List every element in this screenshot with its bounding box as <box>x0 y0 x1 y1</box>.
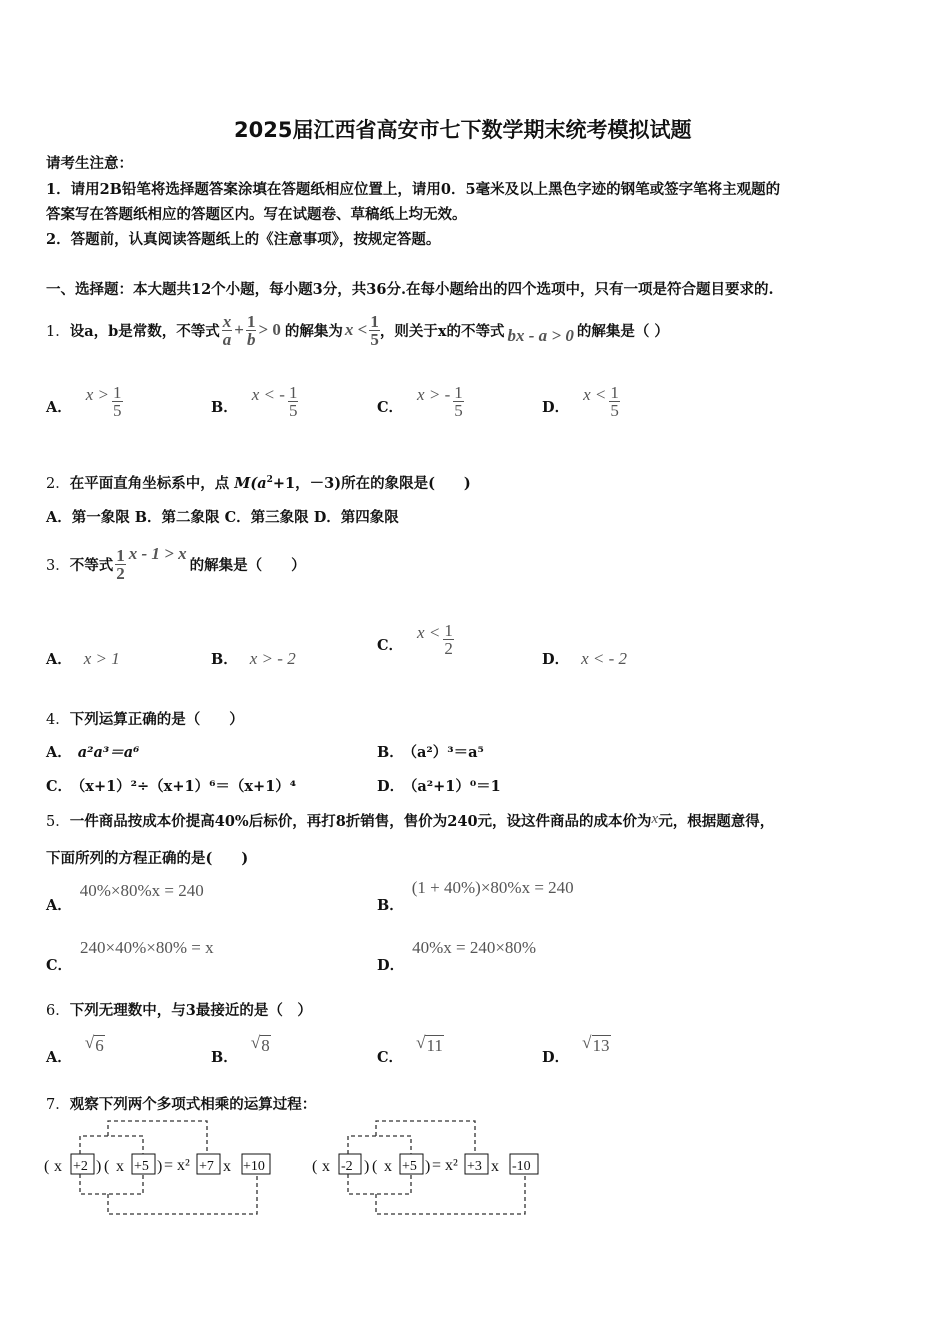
d1-a: +2 <box>73 1159 88 1174</box>
notice-heading: 请考生注意： <box>46 155 133 172</box>
q1-number: 1． <box>46 323 70 340</box>
q1-frac-x-a: $\frac{x}{a}$ <box>222 311 232 349</box>
d1-eq: = x² <box>164 1157 190 1174</box>
d2-sum: +3 <box>467 1159 482 1174</box>
q5-line-2: 下面所列的方程正确的是( ) <box>46 850 249 867</box>
question-7: 7．观察下列两个多项式相乘的运算过程： <box>46 1096 317 1113</box>
svg-text:(: ( <box>104 1158 110 1175</box>
q5-option-a[interactable]: A．40%×80%x = 240 <box>46 881 204 914</box>
q5-option-c[interactable]: C．240×40%×80% = x <box>46 938 214 974</box>
q1-text-2: 的解集为 <box>284 322 343 340</box>
d1-x2: x <box>116 1158 124 1175</box>
q6-option-c[interactable]: C． √ 11 <box>377 1033 443 1066</box>
q3-option-c[interactable]: C． x < $\frac{1}{2}$ <box>377 621 453 658</box>
q1-ineq2: bx - a > 0 <box>507 326 574 345</box>
q4-option-c[interactable]: C． （x+1）²÷（x+1）⁶＝（x+1）⁴ <box>46 778 297 795</box>
q1-text-4: 的解集是（ ） <box>576 322 669 340</box>
question-1: 1． 设a，b是常数，不等式 $\frac{x}{a}$ + $\frac{1}{b}$ > 0 的解集为 x < $\frac{1}{5}$ ，则关于x的不等式 bx - a > 0 的解集是（ ） <box>46 311 669 349</box>
svg-text:(: ( <box>44 1158 50 1175</box>
svg-text:): ) <box>96 1158 102 1175</box>
q1-option-d[interactable]: D． x < $\frac{1}{5}$ <box>542 383 619 420</box>
notice-line-1: 1．请用2B铅笔将选择题答案涂填在答题纸相应位置上，请用0．5毫米及以上黑色字迹的钢笔或签字笔将主观题的 <box>46 181 781 198</box>
q2-options[interactable]: A．第一象限 B．第二象限 C．第三象限 D．第四象限 <box>46 509 399 526</box>
d2-x2: x <box>384 1158 392 1175</box>
q3-option-d[interactable]: D． x < - 2 <box>542 649 628 668</box>
q7-diagram-1 <box>40 1118 280 1222</box>
d1-prod: +10 <box>243 1159 265 1174</box>
d2-eq: = x² <box>432 1157 458 1174</box>
d1-b: +5 <box>134 1159 149 1174</box>
question-3: 3． 不等式 $\frac{1}{2}$ x - 1 > x 的解集是（ ） <box>46 544 306 583</box>
q1-option-c[interactable]: C． x > - $\frac{1}{5}$ <box>377 383 463 420</box>
notice-line-3: 2．答题前，认真阅读答题纸上的《注意事项》，按规定答题。 <box>46 231 441 248</box>
section-heading: 一、选择题：本大题共12个小题，每小题3分，共36分.在每小题给出的四个选项中，只有一项是符合题目要求的. <box>46 281 774 298</box>
d1-x: x <box>54 1158 62 1175</box>
q3-option-a[interactable]: A． x > 1 <box>46 649 120 668</box>
d2-x3: x <box>491 1158 499 1175</box>
d1-x3: x <box>223 1158 231 1175</box>
q1-option-b[interactable]: B． x < - $\frac{1}{5}$ <box>211 383 298 420</box>
page-title: 2025届江西省高安市七下数学期末统考模拟试题 <box>234 118 692 142</box>
q7-diagram-2 <box>308 1118 548 1222</box>
svg-text:): ) <box>425 1158 431 1175</box>
q3-frac: $\frac{1}{2}$ <box>116 545 125 583</box>
q6-option-b[interactable]: B． √ 8 <box>211 1033 270 1066</box>
svg-text:): ) <box>364 1158 370 1175</box>
notice-line-2: 答案写在答题纸相应的答题区内。写在试题卷、草稿纸上均无效。 <box>46 206 467 223</box>
q4-option-d[interactable]: D． （a²+1）⁰＝1 <box>377 778 501 795</box>
question-6: 6．下列无理数中，与3最接近的是（ ） <box>46 1002 312 1019</box>
q1-frac-1-b: $\frac{1}{b}$ <box>246 311 256 349</box>
question-5: 5．一件商品按成本价提高40%后标价，再打8折销售，售价为240元，设这件商品的成本价为x元，根据题意得， <box>46 811 775 830</box>
q4-option-a[interactable]: A． a²a³＝a⁶ <box>46 744 140 761</box>
q1-solution-frac: $\frac{1}{5}$ <box>370 311 379 349</box>
svg-text:(: ( <box>312 1158 318 1175</box>
d2-b: +5 <box>402 1159 417 1174</box>
q6-option-d[interactable]: D． √ 13 <box>542 1033 610 1066</box>
q5-option-d[interactable]: D．40%x = 240×80% <box>377 938 537 974</box>
q1-text-1: 设a，b是常数，不等式 <box>69 322 220 340</box>
question-2: 2．在平面直角坐标系中，点 $M(a^2+1$，－3)所在的象限是( ) <box>46 475 471 492</box>
svg-text:): ) <box>157 1158 163 1175</box>
q4-option-b[interactable]: B． （a²）³＝a⁵ <box>377 744 484 761</box>
d2-x: x <box>322 1158 330 1175</box>
q5-option-b[interactable]: B．(1 + 40%)×80%x = 240 <box>377 878 574 914</box>
question-4: 4．下列运算正确的是（ ） <box>46 711 244 728</box>
q3-option-b[interactable]: B． x > - 2 <box>211 649 296 668</box>
q1-option-a[interactable]: A． x > $\frac{1}{5}$ <box>46 383 122 420</box>
d1-sum: +7 <box>199 1159 214 1174</box>
q6-option-a[interactable]: A． √ 6 <box>46 1033 104 1066</box>
svg-text:(: ( <box>372 1158 378 1175</box>
d2-a: -2 <box>341 1159 353 1174</box>
q1-text-3: ，则关于x的不等式 <box>379 322 505 340</box>
d2-prod: -10 <box>512 1159 531 1174</box>
